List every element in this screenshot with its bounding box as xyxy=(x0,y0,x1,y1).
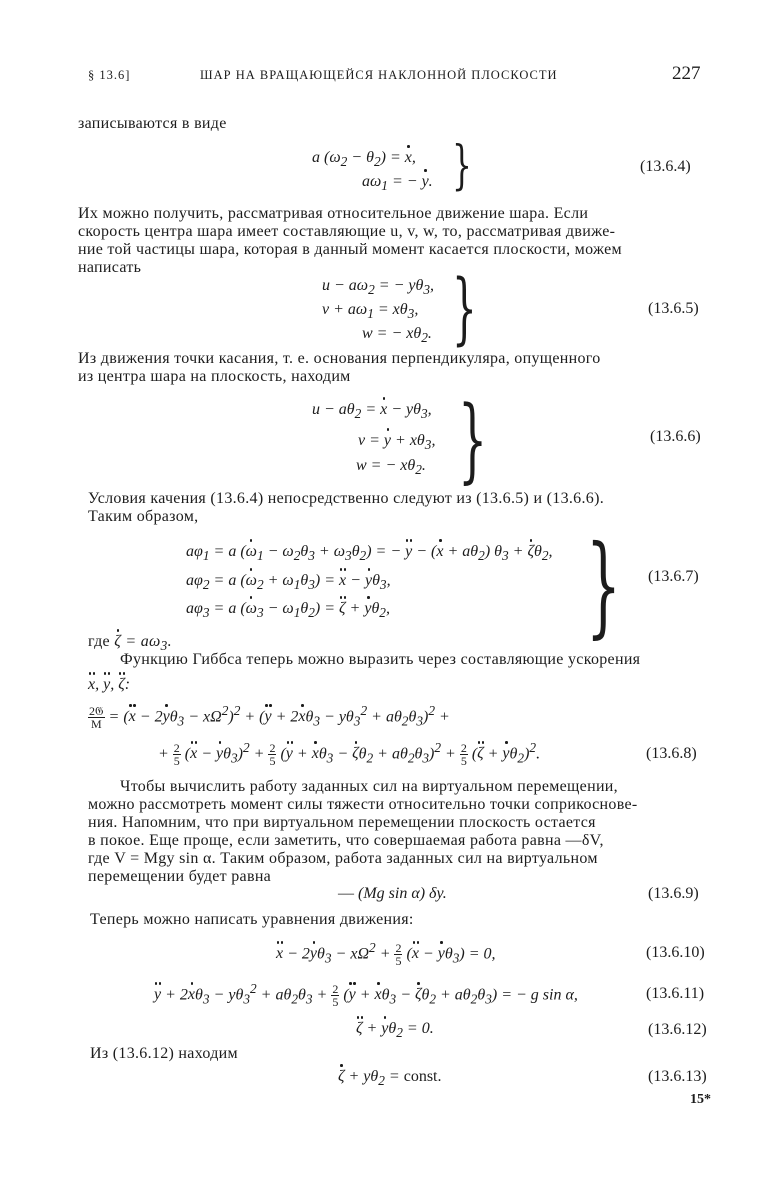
equation-number: (13.6.5) xyxy=(648,300,699,317)
paragraph-line: написать xyxy=(78,259,142,276)
equation-line: $\zeta + y\theta_2 = 0$. xyxy=(356,1020,434,1041)
paragraph-line: Таким образом, xyxy=(88,508,199,525)
running-title: ШАР НА ВРАЩАЮЩЕЙСЯ НАКЛОННОЙ ПЛОСКОСТИ xyxy=(200,68,558,82)
equation-line: $x - 2y\theta_3 - x\Omega^2$ + $\frac{2}{5}$ $(x - y\theta_3) = 0$, xyxy=(276,940,496,969)
equation-line: a $(\omega_2 - \theta_2) = x$, xyxy=(312,149,416,170)
equation-number: (13.6.10) xyxy=(646,944,705,961)
equation-number: (13.6.6) xyxy=(650,428,701,445)
equation-line: $a\varphi_1 = a$ $(\omega_1 - \omega_2\theta_3 + \omega_3\theta_2)$ = − $y - (x + a\theta_2)$ $\theta_3 + \zeta\theta_2$, xyxy=(186,543,553,564)
equation-number: (13.6.11) xyxy=(646,985,705,1002)
paragraph-line: в покое. Еще проще, если заметить, что совершаемая работа равна —δV, xyxy=(88,832,604,849)
equation-line: $a\omega_1$ = − y. xyxy=(362,173,433,194)
right-brace: } xyxy=(452,136,472,196)
equation-line: — (Mg sin α) δy. xyxy=(338,885,447,902)
equation-line: $v + a\omega_1 = x\theta_3$, xyxy=(322,301,419,322)
paragraph-text: записываются в виде xyxy=(78,115,227,132)
equation-line: $y + 2x\theta_3 - y\theta_3^2 + a\theta_2\theta_3$ + $\frac{2}{5}$ $(y + x\theta_3 - \zeta\theta_2 + a\theta_2\theta_3)$ = − g sin α, xyxy=(154,981,578,1010)
section-ref: § 13.6] xyxy=(88,68,131,82)
paragraph-line: ние той частицы шара, которая в данный момент касается плоскости, можем xyxy=(78,241,622,258)
equation-line: $u - a\theta_2 = x - y\theta_3$, xyxy=(312,401,432,422)
equation-number: (13.6.7) xyxy=(648,568,699,585)
paragraph-line: из центра шара на плоскость, находим xyxy=(78,368,351,385)
equation-number: (13.6.8) xyxy=(646,745,697,762)
equation-line: w = − $x\theta_2$. xyxy=(362,325,432,346)
page-number: 227 xyxy=(672,63,701,84)
paragraph-line: Функцию Гиббса теперь можно выразить через составляющие ускорения xyxy=(120,651,641,668)
paragraph-line: Их можно получить, рассматривая относительное движение шара. Если xyxy=(78,205,589,222)
paragraph-line: где V = Mgy sin α. Таким образом, работа заданных сил на виртуальном xyxy=(88,850,598,867)
equation-line: w = − $x\theta_2$. xyxy=(356,457,426,478)
equation-line: $\zeta + y\theta_2$ = const. xyxy=(338,1068,442,1089)
right-brace: } xyxy=(458,386,488,493)
equation-line: $a\varphi_2 = a$ $(\omega_2 + \omega_1\theta_3) = x - y\theta_3$, xyxy=(186,572,391,593)
equation-number: (13.6.13) xyxy=(648,1068,707,1085)
right-brace: } xyxy=(586,521,621,649)
equation-line: $\frac{\text{2𝔊}}{M}$ = $(x - 2y\theta_3 - x\Omega^2)^2 + (y + 2x\theta_3 - y\theta_3^2 + a\theta_2\theta_3)^2$ + xyxy=(89,703,450,732)
paragraph-line: Чтобы вычислить работу заданных сил на виртуальном перемещении, xyxy=(120,778,618,795)
paragraph-line: Условия качения (13.6.4) непосредственно следуют из (13.6.5) и (13.6.6). xyxy=(88,490,604,507)
equation-line: + $\frac{2}{5}$ $(x - y\theta_3)^2$ + $\frac{2}{5}$ $(y + x\theta_3 - \zeta\theta_2 + a\theta_2\theta_3)^2$ + $\frac{2}{5}$ $(\zeta + y\theta_2)^2$. xyxy=(158,740,541,769)
equation-line: x, y, ζ: xyxy=(88,676,131,693)
signature-mark: 15* xyxy=(690,1092,711,1107)
equation-number: (13.6.12) xyxy=(648,1021,707,1038)
paragraph-text: Из (13.6.12) находим xyxy=(90,1045,238,1062)
paragraph-line: скорость центра шара имеет составляющие u, v, w, то, рассматривая движе- xyxy=(78,223,616,240)
equation-line: $a\varphi_3 = a$ $(\omega_3 - \omega_1\theta_2) = \zeta + y\theta_2$, xyxy=(186,600,390,621)
right-brace: } xyxy=(452,264,477,354)
paragraph-line: ния. Напомним, что при виртуальном перемещении плоскость остается xyxy=(88,814,596,831)
paragraph-text: где $\zeta = a\omega_3$. xyxy=(88,633,172,654)
equation-number: (13.6.9) xyxy=(648,885,699,902)
paragraph-text: Теперь можно написать уравнения движения: xyxy=(90,911,414,928)
equation-line: $v = y + x\theta_3$, xyxy=(358,432,436,453)
paragraph-line: можно рассмотреть момент силы тяжести относительно точки соприкоснове- xyxy=(88,796,638,813)
equation-line: $u - a\omega_2$ = − $y\theta_3$, xyxy=(322,277,434,298)
equation-number: (13.6.4) xyxy=(640,158,691,175)
paragraph-line: Из движения точки касания, т. е. основания перпендикуляра, опущенного xyxy=(78,350,601,367)
paragraph-line: перемещении будет равна xyxy=(88,868,272,885)
